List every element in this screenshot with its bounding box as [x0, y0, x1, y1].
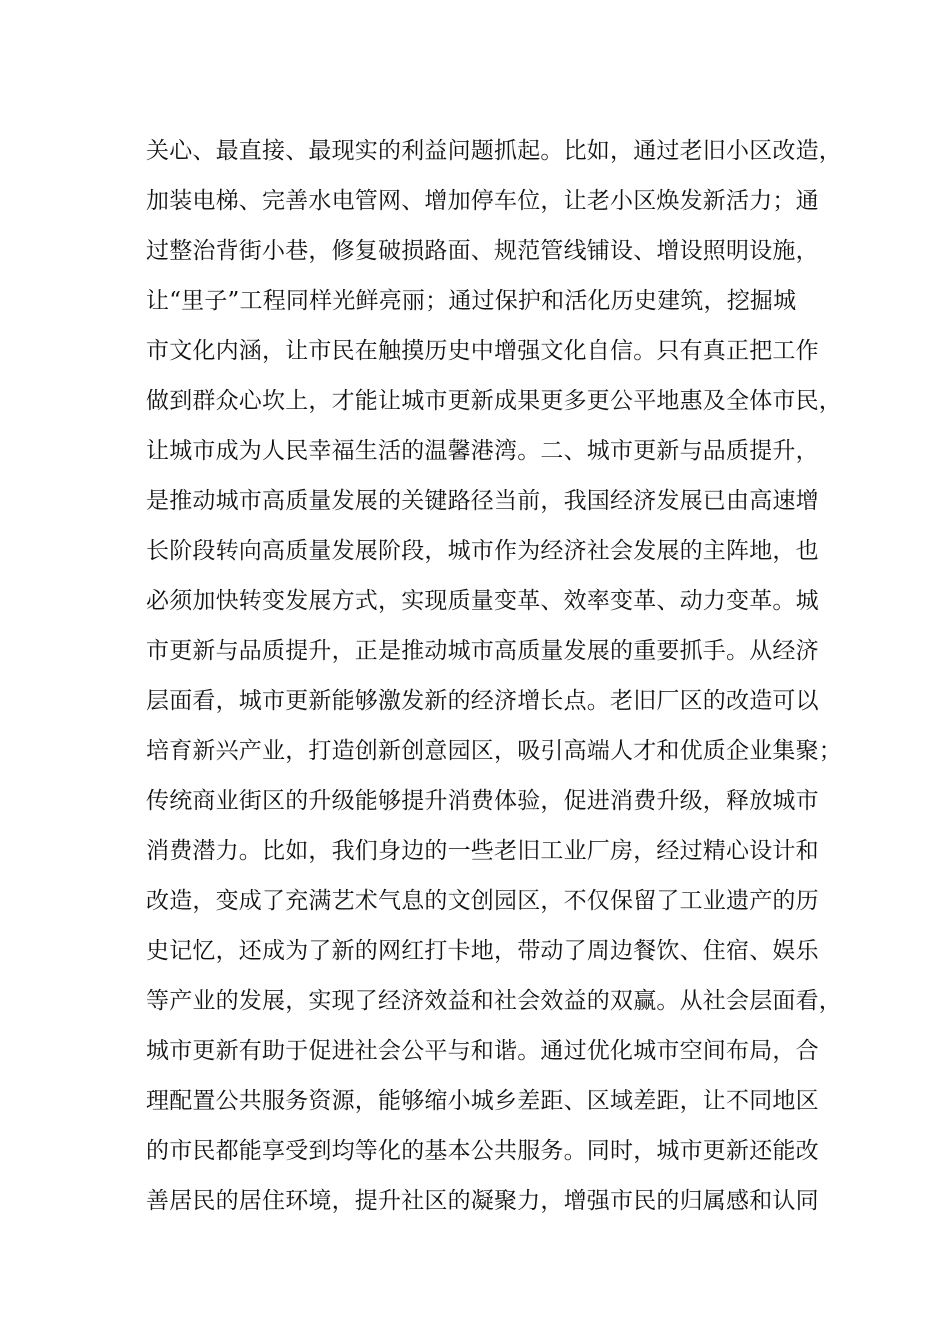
text-line: 必须加快转变发展方式，实现质量变革、效率变革、动力变革。城 [146, 588, 819, 614]
text-line: 改造，变成了充满艺术气息的文创园区，不仅保留了工业遗产的历 [146, 888, 819, 914]
text-line: 市更新与品质提升，正是推动城市高质量发展的重要抓手。从经济 [146, 638, 819, 664]
body-text [146, 126, 842, 1226]
text-line: 做到群众心坎上，才能让城市更新成果更多更公平地惠及全体市民， [146, 388, 842, 414]
text-line: 消费潜力。比如，我们身边的一些老旧工业厂房，经过精心设计和 [146, 838, 819, 864]
text-line: 培育新兴产业，打造创新创意园区，吸引高端人才和优质企业集聚； [146, 738, 842, 764]
text-line: 让“里子”工程同样光鲜亮丽；通过保护和活化历史建筑，挖掘城 [146, 288, 797, 314]
text-line: 传统商业街区的升级能够提升消费体验，促进消费升级，释放城市 [146, 788, 819, 814]
text-line: 等产业的发展，实现了经济效益和社会效益的双赢。从社会层面看， [146, 988, 842, 1014]
text-line: 市文化内涵，让市民在触摸历史中增强文化自信。只有真正把工作 [146, 338, 819, 364]
text-line: 长阶段转向高质量发展阶段，城市作为经济社会发展的主阵地，也 [146, 538, 819, 564]
text-line: 善居民的居住环境，提升社区的凝聚力，增强市民的归属感和认同 [146, 1188, 819, 1214]
text-line: 加装电梯、完善水电管网、增加停车位，让老小区焕发新活力；通 [146, 188, 819, 214]
text-line: 关心、最直接、最现实的利益问题抓起。比如，通过老旧小区改造， [146, 138, 842, 164]
text-line: 层面看，城市更新能够激发新的经济增长点。老旧厂区的改造可以 [146, 688, 819, 714]
text-line: 过整治背街小巷，修复破损路面、规范管线铺设、增设照明设施， [146, 238, 819, 264]
text-line: 史记忆，还成为了新的网红打卡地，带动了周边餐饮、住宿、娱乐 [146, 938, 819, 964]
text-line: 的市民都能享受到均等化的基本公共服务。同时，城市更新还能改 [146, 1138, 819, 1164]
text-line: 理配置公共服务资源，能够缩小城乡差距、区域差距，让不同地区 [146, 1088, 819, 1114]
text-line: 让城市成为人民幸福生活的温馨港湾。二、城市更新与品质提升， [146, 438, 819, 464]
text-line: 城市更新有助于促进社会公平与和谐。通过优化城市空间布局，合 [146, 1038, 819, 1064]
text-line: 是推动城市高质量发展的关键路径当前，我国经济发展已由高速增 [146, 488, 819, 514]
